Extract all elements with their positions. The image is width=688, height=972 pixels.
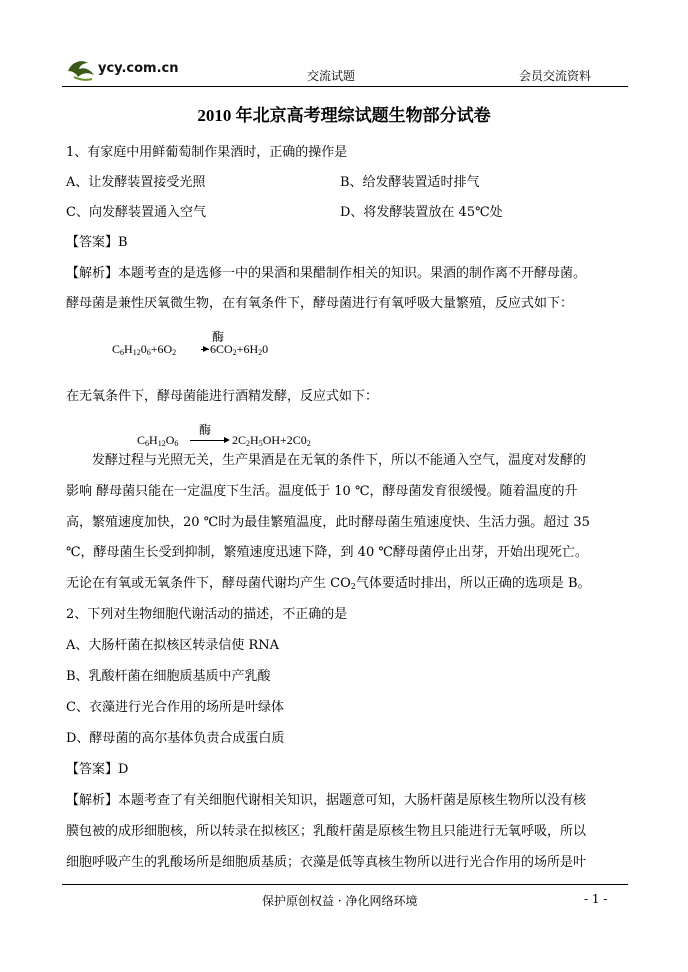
question-1-option-d: D、将发酵装置放在 45℃处: [340, 205, 503, 220]
question-2-analysis-line: 细胞呼吸产生的乳酸场所是细胞质基质；衣藻是低等真核生物所以进行光合作用的场所是叶: [66, 855, 587, 870]
equation-anaerobic-reactants: $C_6H_{12}O_6$: [137, 433, 179, 448]
question-2-stem: 2、下列对生物细胞代谢活动的描述，不正确的是: [66, 607, 348, 622]
bird-logo-icon: [66, 57, 96, 83]
header-divider: [62, 86, 628, 87]
question-1-answer: 【答案】B: [66, 235, 128, 250]
enzyme-label: 酶: [212, 330, 225, 344]
question-1-option-a: A、让发酵装置接受光照: [66, 175, 206, 190]
question-1-analysis-line: ℃，酵母菌生长受到抑制，繁殖速度迅速下降，到 40 ℃酵母菌停止出芽，开始出现死亡。: [66, 545, 588, 560]
page-number: - 1 -: [584, 892, 608, 906]
nav-link-member-materials[interactable]: 会员交流资料: [519, 69, 592, 83]
logo-text: ycy.com.cn: [98, 61, 179, 76]
question-1-analysis-line: 影响 酵母菌只能在一定温度下生活。温度低于 10 ℃，酵母菌发育很缓慢。随着温度的升: [66, 484, 578, 499]
question-2-option-b: B、乳酸杆菌在细胞质基质中产乳酸: [66, 669, 271, 684]
question-2-answer: 【答案】D: [66, 762, 129, 777]
enzyme-label: 酶: [199, 423, 212, 437]
question-1-analysis-line: 在无氧条件下，酵母菌能进行酒精发酵，反应式如下：: [66, 389, 379, 404]
page-title: 2010 年北京高考理综试题生物部分试卷: [197, 106, 491, 125]
question-1-option-b: B、给发酵装置适时排气: [340, 175, 480, 190]
equation-aerobic-products: $6CO_2+6H_20$: [210, 342, 269, 357]
question-2-option-a: A、大肠杆菌在拟核区转录信使 RNA: [66, 638, 280, 653]
footer-slogan: 保护原创权益 · 净化网络环境: [262, 894, 418, 908]
question-2-analysis-line: 膜包被的成形细胞核，所以转录在拟核区；乳酸杆菌是原核生物且只能进行无氧呼吸，所以: [66, 824, 587, 839]
question-1-stem: 1、有家庭中用鲜葡萄制作果酒时，正确的操作是: [66, 145, 348, 160]
question-2-option-c: C、衣藻进行光合作用的场所是叶绿体: [66, 700, 284, 715]
question-1-analysis-line: 无论在有氧或无氧条件下，酵母菌代谢均产生 CO2气体要适时排出，所以正确的选项是 B。: [66, 576, 591, 591]
question-2-option-d: D、酵母菌的高尔基体负责合成蛋白质: [66, 731, 285, 746]
reaction-arrow: [190, 440, 228, 441]
equation-anaerobic-products: $2C_2H_5OH+2C0_2$: [232, 433, 311, 448]
reaction-arrow-head: [224, 437, 230, 443]
question-2-analysis-line: 【解析】本题考查了有关细胞代谢相关知识，据题意可知，大肠杆菌是原核生物所以没有核: [66, 793, 587, 808]
question-1-analysis-line: 发酵过程与光照无关，生产果酒是在无氧的条件下，所以不能通入空气，温度对发酵的: [92, 453, 587, 468]
equation-aerobic-reactants: $C_6H_{12}0_6+6O_2$: [112, 342, 177, 357]
question-1-analysis-line: 酵母菌是兼性厌氧微生物，在有氧条件下，酵母菌进行有氧呼吸大量繁殖，反应式如下：: [66, 296, 574, 311]
question-1-option-c: C、向发酵装置通入空气: [66, 205, 206, 220]
question-1-analysis-line: 高，繁殖速度加快，20 ℃时为最佳繁殖温度，此时酵母菌生殖速度快、生活力强。超过 35: [66, 515, 590, 530]
footer-divider: [62, 884, 628, 885]
question-1-analysis-line: 【解析】本题考查的是选修一中的果酒和果醋制作相关的知识。果酒的制作离不开酵母菌。: [66, 266, 587, 281]
site-logo[interactable]: [66, 57, 186, 83]
reaction-arrow-head: [203, 346, 209, 352]
nav-link-exam-questions[interactable]: 交流试题: [307, 69, 356, 83]
